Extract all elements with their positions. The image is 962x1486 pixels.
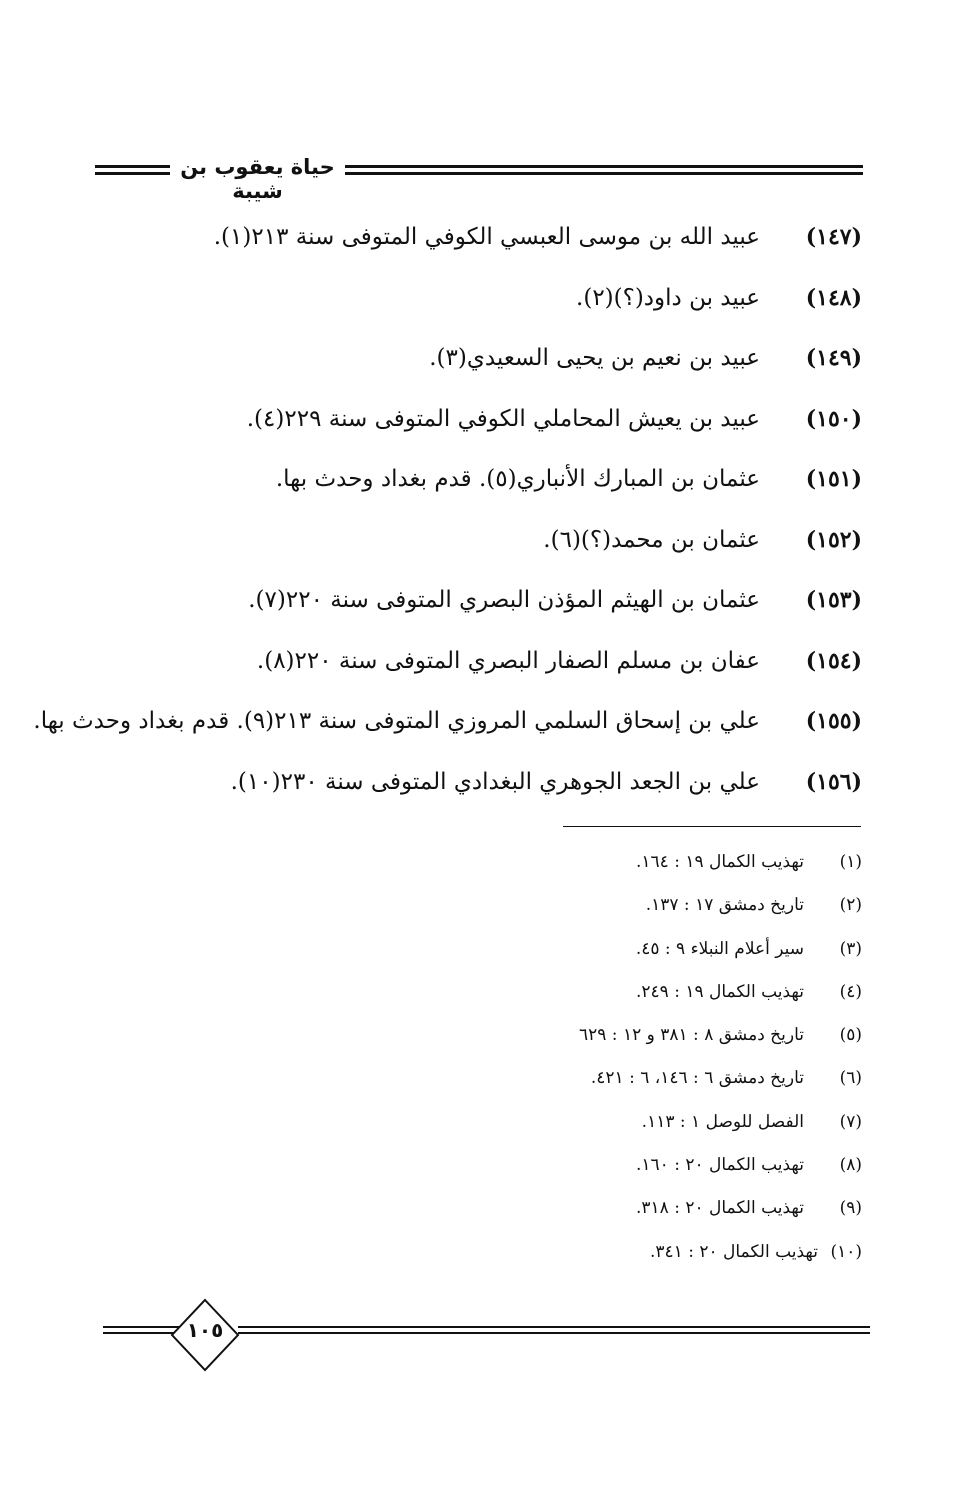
footnote xyxy=(500,1198,862,1241)
footnote-number: (٤) xyxy=(839,981,862,1002)
footnote-text: تهذيب الكمال ١٩ : ٢٤٩. xyxy=(636,981,804,1002)
footnotes-list xyxy=(500,852,862,1285)
footnote-number: (٨) xyxy=(839,1155,862,1176)
footnote-number: (٩) xyxy=(839,1198,862,1219)
footnote-text: تاريخ دمشق ١٧ : ١٣٧. xyxy=(645,895,804,916)
entry-number: (١٥٥) xyxy=(805,708,862,734)
footnote xyxy=(500,1068,862,1111)
entry-text: عبيد بن يعيش المحاملي الكوفي المتوفى سنة ٢٢٩(٤). xyxy=(246,405,760,432)
footnote xyxy=(500,1242,862,1285)
footnote xyxy=(500,1155,862,1198)
footnote xyxy=(500,852,862,895)
footnote-divider xyxy=(563,826,861,827)
footnote-text: تهذيب الكمال ٢٠ : ٣١٨. xyxy=(636,1198,804,1219)
footnote-number: (٥) xyxy=(839,1025,862,1046)
list-item xyxy=(100,769,862,830)
entries-list xyxy=(33,224,862,829)
entry-text: عفان بن مسلم الصفار البصري المتوفى سنة ٢٢٠(٨). xyxy=(256,647,760,674)
list-item xyxy=(100,406,862,467)
entry-text: علي بن الجعد الجوهري البغدادي المتوفى سنة ٢٣٠(١٠). xyxy=(230,768,760,795)
entry-text: عبيد الله بن موسى العبسي الكوفي المتوفى سنة ٢١٣(١). xyxy=(213,224,760,250)
footnote-text: الفصل للوصل ١ : ١١٣. xyxy=(641,1111,804,1132)
footnote-text: تاريخ دمشق ٨ : ٣٨١ و ١٢ : ٦٢٩ xyxy=(579,1025,804,1046)
footnote-number: (١) xyxy=(839,852,862,872)
entry-text: عثمان بن محمد(؟)(٦). xyxy=(543,526,760,553)
list-item xyxy=(100,285,862,346)
entry-text: عبيد بن داود(؟)(٢). xyxy=(576,284,760,311)
footnote xyxy=(500,1025,862,1068)
list-item xyxy=(100,466,862,527)
footnote xyxy=(500,982,862,1025)
footnote-number: (٧) xyxy=(839,1111,862,1132)
footnote xyxy=(500,1112,862,1155)
entry-number: (١٥٢) xyxy=(805,526,862,553)
footnote-text: تاريخ دمشق ٦ : ١٤٦، ٦ : ٤٢١. xyxy=(590,1068,804,1089)
running-title: حياة يعقوب بن شيبة xyxy=(180,155,335,203)
footnote-number: (٣) xyxy=(839,938,862,959)
footnote-text: تهذيب الكمال ٢٠ : ١٦٠. xyxy=(636,1155,804,1176)
list-item xyxy=(100,345,862,406)
footnote-text: تهذيب الكمال ١٩ : ١٦٤. xyxy=(636,852,804,872)
entry-number: (١٥٣) xyxy=(805,587,862,613)
entry-text: عثمان بن الهيثم المؤذن البصري المتوفى سنة ٢٢٠(٧). xyxy=(248,587,760,613)
page-number: ١٠٥ xyxy=(186,1318,224,1342)
entry-number: (١٤٨) xyxy=(805,284,862,311)
footnote-number: (٢) xyxy=(839,895,862,916)
footnote-text: سير أعلام النبلاء ٩ : ٤٥. xyxy=(635,938,804,959)
footnote xyxy=(500,895,862,938)
footnote-number: (٦) xyxy=(839,1068,862,1089)
list-item xyxy=(33,708,862,769)
entry-number: (١٥٠) xyxy=(805,405,862,432)
entry-text: علي بن إسحاق السلمي المروزي المتوفى سنة ٢١٣(٩). قدم بغداد وحدث بها. xyxy=(33,708,760,734)
entry-number: (١٤٧) xyxy=(805,224,862,250)
entry-number: (١٤٩) xyxy=(805,345,862,371)
footnote-text: تهذيب الكمال ٢٠ : ٣٤١. xyxy=(650,1241,818,1262)
entry-number: (١٥٤) xyxy=(805,647,862,674)
list-item xyxy=(100,648,862,709)
entry-number: (١٥١) xyxy=(805,466,862,492)
footnote xyxy=(500,939,862,982)
list-item xyxy=(100,587,862,648)
list-item xyxy=(100,527,862,588)
entry-text: عبيد بن نعيم بن يحيى السعيدي(٣). xyxy=(429,345,760,371)
entry-number: (١٥٦) xyxy=(805,768,862,795)
entry-text: عثمان بن المبارك الأنباري(٥). قدم بغداد وحدث بها. xyxy=(275,466,760,492)
footnote-number: (١٠) xyxy=(830,1241,862,1262)
list-item xyxy=(100,224,862,285)
